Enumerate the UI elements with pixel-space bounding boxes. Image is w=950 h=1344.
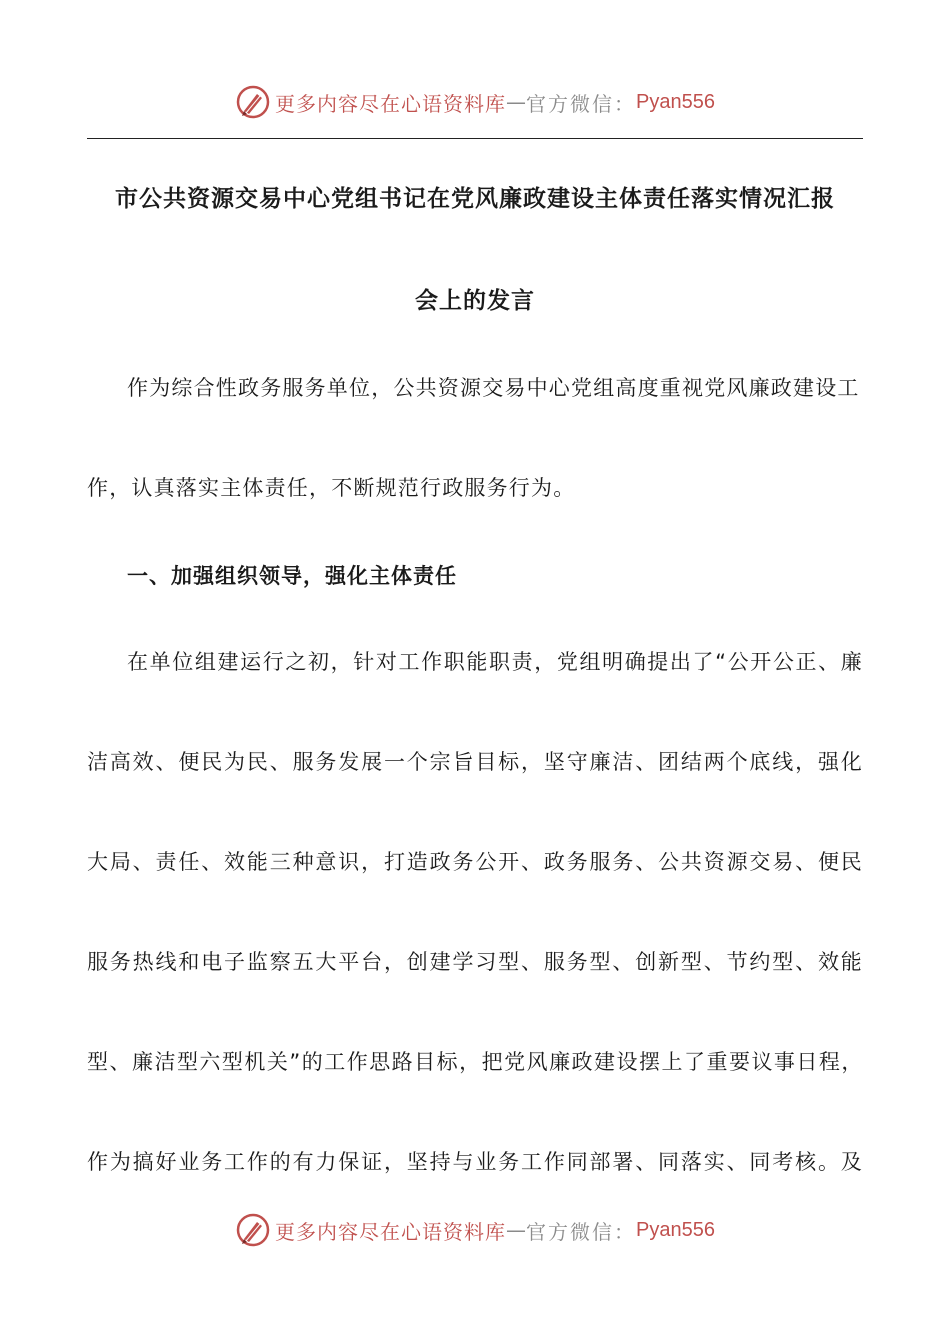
section-1-line-5: 型、廉洁型六型机关”的工作思路目标，把党风廉政建设摆上了重要议事日程，: [87, 1050, 863, 1074]
pen-nib-logo-icon: [235, 1212, 271, 1248]
watermark-separator: —: [506, 1218, 527, 1242]
intro-line-1: 作为综合性政务服务单位，公共资源交易中心党组高度重视党风廉政建设工: [127, 376, 860, 400]
section-1-line-2: 洁高效、便民为民、服务发展一个宗旨目标，坚守廉洁、团结两个底线，强化: [87, 750, 863, 774]
section-1-line-4: 服务热线和电子监察五大平台，创建学习型、服务型、创新型、节约型、效能: [87, 950, 863, 974]
watermark-main-text: 更多内容尽在心语资料库: [275, 91, 507, 116]
watermark-separator: —: [506, 90, 527, 114]
watermark-banner-bottom: [0, 1210, 950, 1250]
section-1-line-6: 作为搞好业务工作的有力保证，坚持与业务工作同部署、同落实、同考核。及: [87, 1150, 863, 1174]
watermark-wechat-id: Pyan556: [636, 1218, 715, 1241]
watermark-wechat-id: Pyan556: [636, 90, 715, 113]
watermark-label: 官方微信：: [526, 91, 637, 116]
section-1-line-1: 在单位组建运行之初，针对工作职能职责，党组明确提出了“公开公正、廉: [127, 650, 863, 674]
section-1-heading: 一、加强组织领导，强化主体责任: [127, 564, 457, 588]
document-title-line-2: 会上的发言: [415, 288, 535, 314]
document-title-line-1: 市公共资源交易中心党组书记在党风廉政建设主体责任落实情况汇报: [115, 186, 835, 212]
pen-nib-logo-icon: [235, 84, 271, 120]
intro-line-2: 作，认真落实主体责任，不断规范行政服务行为。: [87, 476, 576, 500]
watermark-main-text: 更多内容尽在心语资料库: [275, 1219, 507, 1244]
watermark-banner-top: [0, 82, 950, 122]
watermark-label: 官方微信：: [526, 1219, 637, 1244]
section-1-line-3: 大局、责任、效能三种意识，打造政务公开、政务服务、公共资源交易、便民: [87, 850, 863, 874]
header-rule: [87, 138, 863, 139]
